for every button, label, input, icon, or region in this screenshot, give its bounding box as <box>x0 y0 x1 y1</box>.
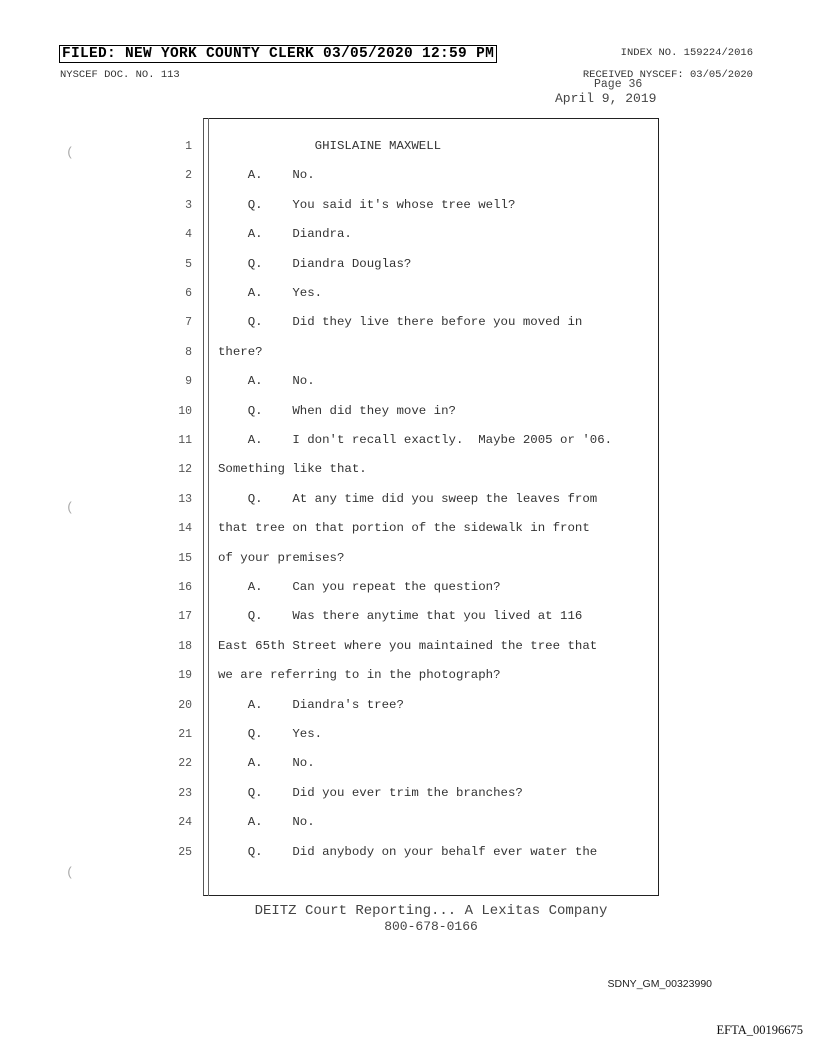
transcript-line: East 65th Street where you maintained the tree that <box>218 639 598 653</box>
line-number: 11 <box>178 434 192 447</box>
transcript-line: Q. Did they live there before you moved in <box>218 315 583 329</box>
transcript-line: Q. You said it's whose tree well? <box>218 198 516 212</box>
transcript-line: we are referring to in the photograph? <box>218 668 501 682</box>
transcript-line: Q. When did they move in? <box>218 404 456 418</box>
margin-mark: ( <box>66 865 74 880</box>
transcript-line: A. Can you repeat the question? <box>218 580 501 594</box>
index-number: INDEX NO. 159224/2016 <box>620 47 753 59</box>
line-number: 14 <box>178 522 192 535</box>
transcript-line: A. Diandra. <box>218 227 352 241</box>
transcript-line: Something like that. <box>218 462 367 476</box>
line-number-rule <box>208 118 209 896</box>
bates-number: SDNY_GM_00323990 <box>607 978 712 990</box>
line-number: 23 <box>178 787 192 800</box>
efta-number: EFTA_00196675 <box>716 1023 803 1037</box>
received-date: RECEIVED NYSCEF: 03/05/2020 <box>582 69 753 81</box>
line-number: 10 <box>178 405 192 418</box>
line-number: 9 <box>185 375 192 388</box>
line-number: 24 <box>178 816 192 829</box>
line-number: 6 <box>185 287 192 300</box>
line-number: 15 <box>178 552 192 565</box>
margin-mark: ( <box>66 145 74 160</box>
transcript-line: Q. Was there anytime that you lived at 116 <box>218 609 583 623</box>
transcript-line: Q. Diandra Douglas? <box>218 257 412 271</box>
line-number: 16 <box>178 581 192 594</box>
line-number: 19 <box>178 669 192 682</box>
transcript-line: A. No. <box>218 756 315 770</box>
line-number: 3 <box>185 199 192 212</box>
line-number: 13 <box>178 493 192 506</box>
transcript-line: A. No. <box>218 374 315 388</box>
margin-mark: ( <box>66 500 74 515</box>
transcript-line: of your premises? <box>218 551 345 565</box>
line-number: 1 <box>185 140 192 153</box>
line-number: 21 <box>178 728 192 741</box>
line-number: 20 <box>178 699 192 712</box>
deposition-date: April 9, 2019 <box>555 91 657 106</box>
transcript-line: Q. At any time did you sweep the leaves from <box>218 492 598 506</box>
transcript-line: that tree on that portion of the sidewalk in front <box>218 521 590 535</box>
transcript-line: Q. Did you ever trim the branches? <box>218 786 523 800</box>
line-number: 8 <box>185 346 192 359</box>
reporting-company: DEITZ Court Reporting... A Lexitas Company <box>254 903 608 919</box>
filed-stamp: FILED: NEW YORK COUNTY CLERK 03/05/2020 12:59 PM <box>59 45 497 63</box>
line-number: 12 <box>178 463 192 476</box>
transcript-line: A. I don't recall exactly. Maybe 2005 or '06. <box>218 433 613 447</box>
page-number: Page 36 <box>594 78 643 91</box>
transcript-line: A. No. <box>218 168 315 182</box>
transcript-line: Q. Yes. <box>218 727 323 741</box>
nyscef-doc-number: NYSCEF DOC. NO. 113 <box>60 69 180 81</box>
line-number: 17 <box>178 610 192 623</box>
transcript-line: there? <box>218 345 263 359</box>
line-number: 22 <box>178 757 192 770</box>
transcript-line: A. Yes. <box>218 286 323 300</box>
transcript-line: A. No. <box>218 815 315 829</box>
transcript-line: A. Diandra's tree? <box>218 698 404 712</box>
line-number: 18 <box>178 640 192 653</box>
line-number: 4 <box>185 228 192 241</box>
transcript-line: GHISLAINE MAXWELL <box>218 139 442 153</box>
line-number: 2 <box>185 169 192 182</box>
line-number: 5 <box>185 258 192 271</box>
line-number: 25 <box>178 846 192 859</box>
transcript-line: Q. Did anybody on your behalf ever water the <box>218 845 598 859</box>
reporting-phone: 800-678-0166 <box>384 919 478 934</box>
line-number: 7 <box>185 316 192 329</box>
